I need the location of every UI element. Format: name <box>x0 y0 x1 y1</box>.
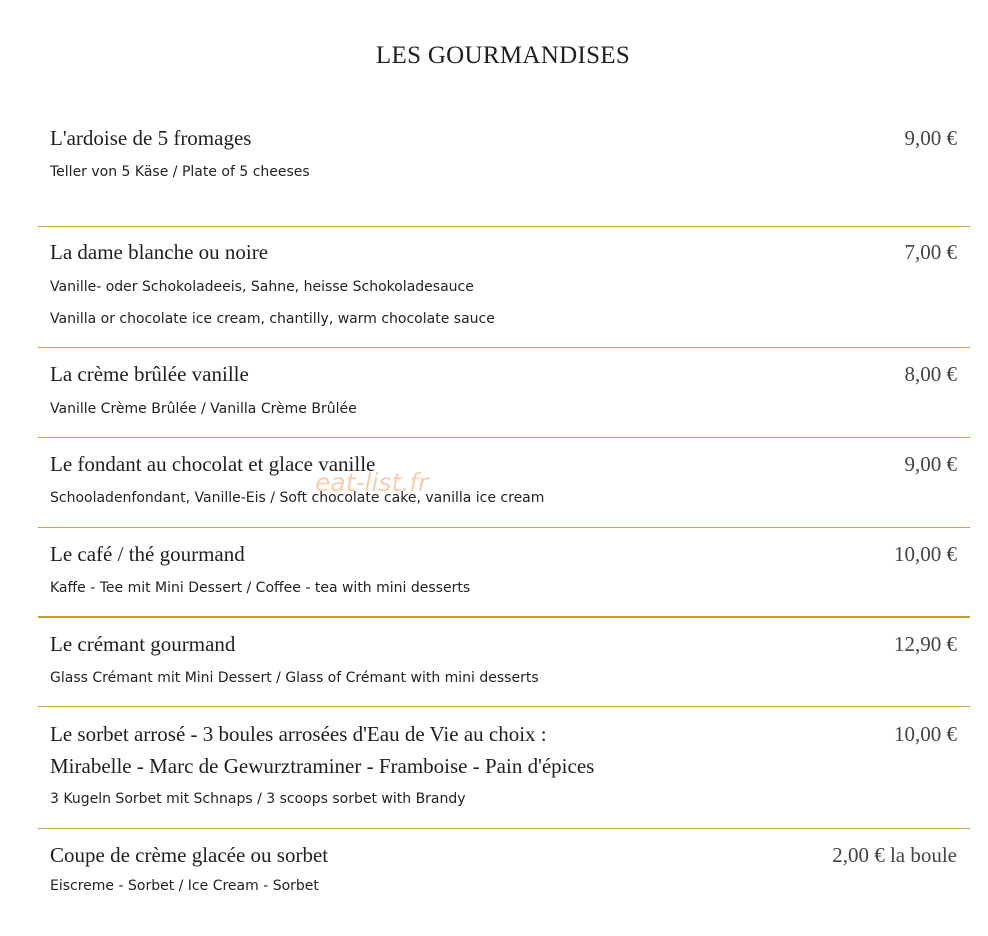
item-name: Le fondant au chocolat et glace vanille <box>50 452 376 476</box>
item-description: Eiscreme - Sorbet / Ice Cream - Sorbet <box>50 878 319 894</box>
item-description: 3 Kugeln Sorbet mit Schnaps / 3 scoops sorbet with Brandy <box>50 791 466 807</box>
item-name: La crème brûlée vanille <box>50 362 249 386</box>
item-price: 7,00 € <box>904 240 957 264</box>
item-price: 9,00 € <box>904 452 957 476</box>
item-name: Le sorbet arrosé - 3 boules arrosées d'Eau de Vie au choix : <box>50 722 547 746</box>
item-price: 12,90 € <box>894 632 957 656</box>
item-price: 10,00 € <box>894 542 957 566</box>
item-name: L'ardoise de 5 fromages <box>50 126 252 150</box>
item-name: Le café / thé gourmand <box>50 542 245 566</box>
divider <box>38 437 970 438</box>
divider <box>38 347 970 348</box>
menu-title: LES GOURMANDISES <box>375 42 631 69</box>
item-description: Teller von 5 Käse / Plate of 5 cheeses <box>50 164 310 180</box>
divider <box>38 706 970 707</box>
item-price: 9,00 € <box>904 126 957 150</box>
watermark-text: eat-list.fr <box>315 468 429 497</box>
item-price: 2,00 € la boule <box>832 843 957 867</box>
item-description: Kaffe - Tee mit Mini Dessert / Coffee - tea with mini desserts <box>50 580 471 596</box>
item-description: Vanille Crème Brûlée / Vanilla Crème Brûlée <box>50 401 357 417</box>
item-description: Vanilla or chocolate ice cream, chantilly, warm chocolate sauce <box>50 311 495 327</box>
item-price: 10,00 € <box>894 722 957 746</box>
item-name: La dame blanche ou noire <box>50 240 269 264</box>
divider <box>38 828 970 829</box>
divider <box>38 616 970 618</box>
divider <box>38 527 970 528</box>
item-description: Schooladenfondant, Vanille-Eis / Soft chocolate cake, vanilla ice cream <box>50 490 545 506</box>
divider <box>38 226 970 227</box>
item-price: 8,00 € <box>904 362 957 386</box>
item-description: Vanille- oder Schokoladeeis, Sahne, heisse Schokoladesauce <box>50 279 474 295</box>
item-name: Le crémant gourmand <box>50 632 236 656</box>
item-name-line-2: Mirabelle - Marc de Gewurztraminer - Framboise - Pain d'épices <box>50 754 595 778</box>
item-name: Coupe de crème glacée ou sorbet <box>50 843 329 867</box>
item-description: Glass Crémant mit Mini Dessert / Glass of Crémant with mini desserts <box>50 670 539 686</box>
